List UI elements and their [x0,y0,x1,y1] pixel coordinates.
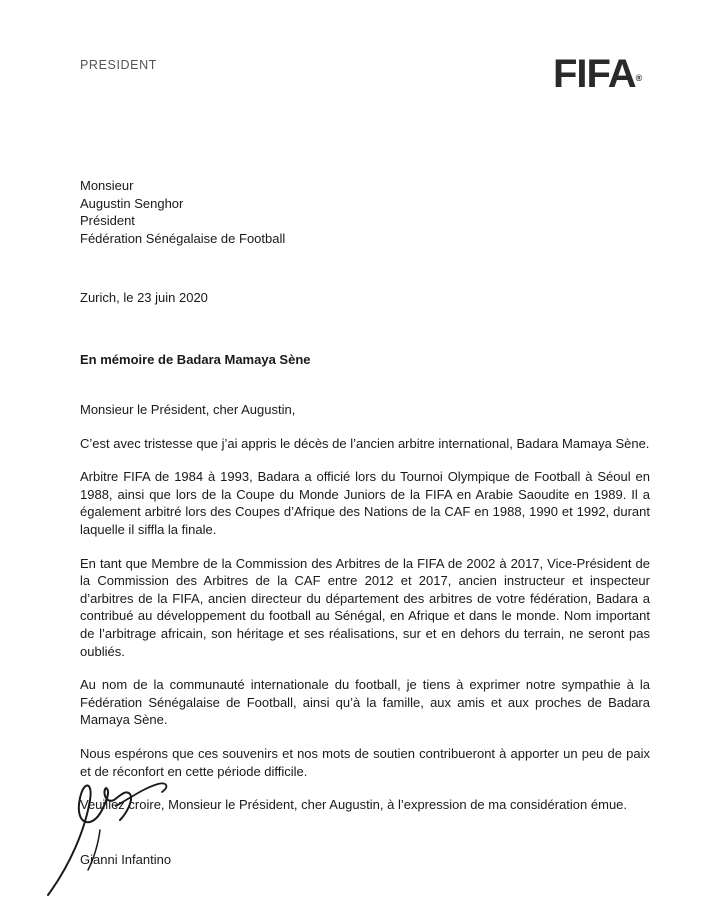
closing-paragraph: Veuillez croire, Monsieur le Président, cher Augustin, à l’expression de ma considération émue. [80,797,628,813]
fifa-logo-text: FIFA [553,52,636,96]
handwritten-signature [40,770,240,900]
header-label: PRESIDENT [80,58,157,72]
fifa-logo [553,52,641,96]
recipient-line: Monsieur [80,178,134,193]
body-paragraph: Arbitre FIFA de 1984 à 1993, Badara a officié lors du Tournoi Olympique de Football à Séoul en 1988, ainsi que lors de la Coupe du Monde Juniors de la FIFA en Arabie Saoudite en 1989. Il a également arbitré lors des Coupes d’Afrique des Nations de la CAF en 1988, 1990 et 1992, durant laquelle il siffla la finale. [80,469,650,537]
letter-body [80,401,650,814]
salutation: Monsieur le Président, cher Augustin, [80,402,296,417]
body-paragraph: Nous espérons que ces souvenirs et nos mots de soutien contribueront à apporter un peu de paix et de réconfort en cette période difficile. [80,745,650,779]
letter-subject: En mémoire de Badara Mamaya Sène [80,352,311,367]
signer-name: Gianni Infantino [80,852,172,867]
recipient-line: Fédération Sénégalaise de Football [80,230,286,246]
body-paragraph: Au nom de la communauté internationale du football, je tiens à exprimer notre sympathie à la Fédération Sénégalaise de Football, ainsi qu’à la famille, aux amis et aux proches de Badara Mamaya Sène. [80,677,650,728]
recipient-line: Augustin Senghor [80,195,184,211]
recipient-line: Président [80,213,135,228]
body-paragraph: C’est avec tristesse que j’ai appris le décès de l’ancien arbitre international, Badara Mamaya Sène. [80,435,650,451]
letter-date: Zurich, le 23 juin 2020 [80,290,208,305]
recipient-address [80,177,285,247]
registered-mark: ® [635,73,642,83]
body-paragraph: En tant que Membre de la Commission des Arbitres de la FIFA de 2002 à 2017, Vice-Président de la Commission des Arbitres de la CAF entre 2012 et 2017, ancien instructeur et inspecteur d’arbitres de la FIFA, ancien directeur du département des arbitres de votre fédération, Badara a contribué au développement du football au Sénégal, en Afrique et dans le monde. Nom important de l’arbitrage africain, son héritage et ses réalisations, sur et en dehors du terrain, ne seront pas oubliés. [80,555,650,659]
